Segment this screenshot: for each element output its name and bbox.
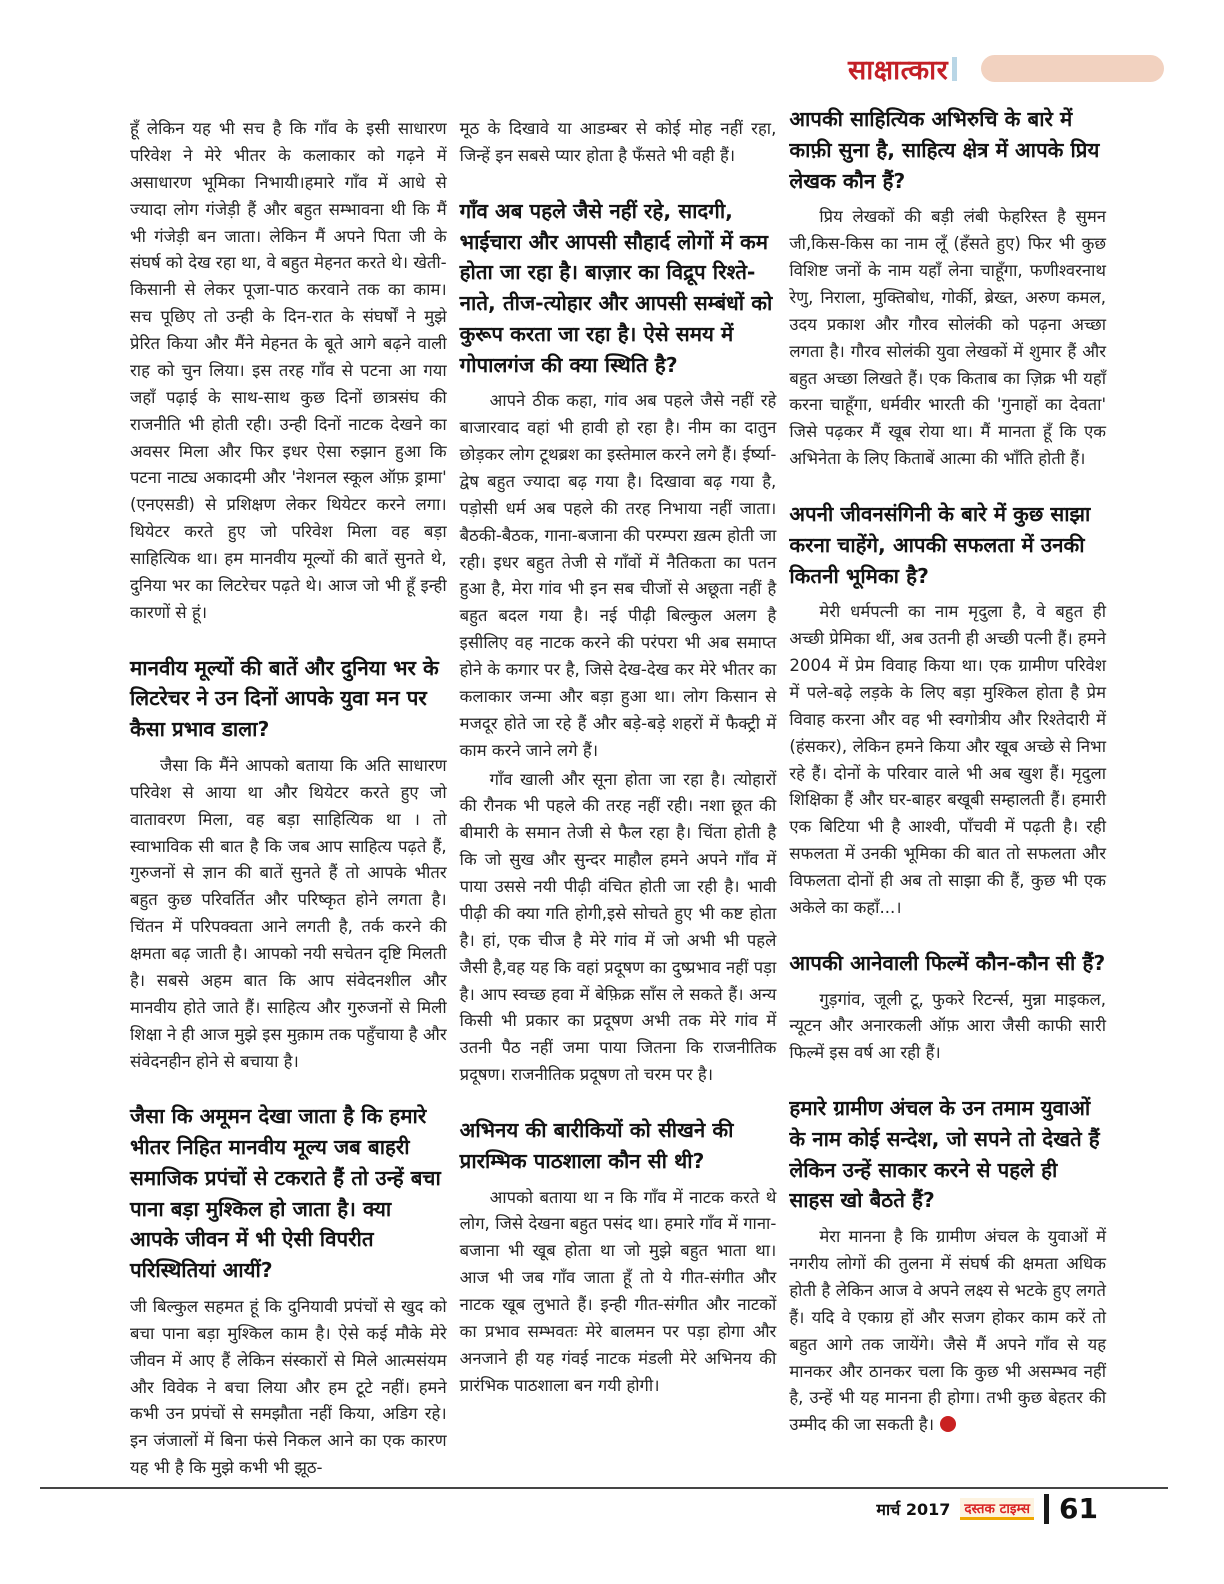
interview-question: मानवीय मूल्यों की बातें और दुनिया भर के लिटरेचर ने उन दिनों आपके युवा मन पर कैसा प्रभाव डाला? bbox=[130, 655, 439, 742]
interview-answer: मेरी धर्मपत्नी का नाम मृदुला है, वे बहुत ही अच्छी प्रेमिका थीं, अब उतनी ही अच्छी पत्नी हैं। हमने 2004 में प्रेम विवाह किया था। एक ग्रामीण परिवेश में पले-बढ़े लड़के के लिए बड़ा मुश्किल होता है प्रेम विवाह करना और वह भी स्वगोत्रीय और रिश्तेदारी में (हंसकर), लेकिन हमने किया और खूब अच्छे से निभा रहे हैं। दोनों के परिवार वाले भी अब खुश हैं। मृदुला शिक्षिका हैं और घर-बाहर बखूबी सम्हालती हैं। हमारी एक बिटिया भी है आश्वी, पाँचवी में पढ़ती है। रही सफलता में उनकी भूमिका की बात तो सफलता और विफलता दोनों ही अब तो साझा की हैं, कुछ भी एक अकेले का कहाँ...। bbox=[789, 602, 1107, 917]
interview-question: गाँव अब पहले जैसे नहीं रहे, सादगी, भाईचारा और आपसी सौहार्द लोगों में कम होता जा रहा है। बाज़ार का विद्रूप रिश्ते-नाते, तीज-त्योहार और आपसी सम्बंधों को कुरूप करता जा रहा है। ऐसे समय में गोपालगंज की क्या स्थिति है? bbox=[459, 198, 773, 377]
interview-answer: गुड़गांव, जूली टू, फुकरे रिटर्न्स, मुन्ना माइकल, न्यूटन और अनारकली ऑफ़ आरा जैसी काफी सारी फिल्में इस वर्ष आ रही हैं। bbox=[789, 989, 1107, 1063]
article-columns bbox=[130, 104, 1106, 1484]
interview-question: आपकी आनेवाली फिल्में कौन-कौन सी हैं? bbox=[789, 950, 1106, 975]
interview-answer: आपको बताया था न कि गाँव में नाटक करते थे लोग, जिसे देखना बहुत पसंद था। हमारे गाँव में गाना-बजाना भी खूब होता था जो मुझे बहुत भाता था। आज भी जब गाँव जाता हूँ तो ये गीत-संगीत और नाटक खूब लुभाते हैं। इन्ही गीत-संगीत और नाटकों का प्रभाव सम्भवतः मेरे बालमन पर पड़ा होगा और अनजाने ही यह गंवई नाटक मंडली मेरे अभिनय की प्रारंभिक पाठशाला बन गयी होगी। bbox=[459, 1187, 777, 1395]
article-end-mark bbox=[940, 1416, 956, 1432]
interview-answer: मेरा मानना है कि ग्रामीण अंचल के युवाओं में नगरीय लोगों की तुलना में संघर्ष की क्षमता अधिक होती है लेकिन आज वे अपने लक्ष्य से भटके हुए लगते हैं। यदि वे एकाग्र हों और सजग होकर काम करें तो बहुत आगे तक जायेंगे। जैसे मैं अपने गाँव से यह मानकर और ठानकर चला कि कुछ भी असम्भव नहीं है, उन्हें भी यह मानना ही होगा। तभी कुछ बेहतर की उम्मीद की जा सकती है। bbox=[789, 1227, 1107, 1435]
interview-question: जैसा कि अमूमन देखा जाता है कि हमारे भीतर निहित मानवीय मूल्य जब बाहरी समाजिक प्रपंचों से टकराते हैं तो उन्हें बचा पाना बड़ा मुश्किल हो जाता है। क्या आपके जीवन में भी ऐसी विपरीत परिस्थितियां आयीं? bbox=[130, 1104, 441, 1283]
page-header bbox=[848, 50, 1164, 87]
interview-question: हमारे ग्रामीण अंचल के उन तमाम युवाओं के नाम कोई सन्देश, जो सपने तो देखते हैं लेकिन उन्हें साकार करने से पहले ही साहस खो बैठते हैं? bbox=[789, 1096, 1100, 1213]
column-2 bbox=[460, 104, 777, 1484]
page-number: 61 bbox=[1059, 1492, 1098, 1525]
interview-question: अपनी जीवनसंगिनी के बारे में कुछ साझा करना चाहेंगे, आपकी सफलता में उनकी कितनी भूमिका है? bbox=[789, 502, 1091, 588]
header-tick-decoration bbox=[952, 57, 957, 81]
magazine-logo: दस्तक टाइम्स bbox=[960, 1498, 1034, 1520]
page-footer bbox=[876, 1494, 1098, 1524]
column-3 bbox=[789, 104, 1106, 1484]
footer-date: मार्च 2017 bbox=[876, 1500, 951, 1519]
section-label: साक्षात्कार bbox=[848, 55, 949, 86]
interview-answer: प्रिय लेखकों की बड़ी लंबी फेहरिस्त है सुमन जी,किस-किस का नाम लूँ (हँसते हुए) फिर भी कुछ विशिष्ट जनों के नाम यहाँ लेना चाहूँगा, फणीश्वरनाथ रेणु, निराला, मुक्तिबोध, गोर्की, ब्रेख्त, अरुण कमल, उदय प्रकाश और गौरव सोलंकी को पढ़ना अच्छा लगता है। गौरव सोलंकी युवा लेखकों में शुमार हैं और बहुत अच्छा लिखते हैं। एक किताब का ज़िक्र भी यहाँ करना चाहूँगा, धर्मवीर भारती की 'गुनाहों का देवता' जिसे पढ़कर मैं खूब रोया था। मैं मानता हूँ कि एक अभिनेता के लिए किताबें आत्मा की भाँति होती हैं। bbox=[789, 207, 1107, 469]
column-1 bbox=[130, 104, 447, 1484]
interview-answer: मूठ के दिखावे या आडम्बर से कोई मोह नहीं रहा, जिन्हें इन सबसे प्यार होता है फँसते भी वही हैं। bbox=[459, 119, 777, 165]
interview-answer: हूँ लेकिन यह भी सच है कि गाँव के इसी साधारण परिवेश ने मेरे भीतर के कलाकार को गढ़ने में असाधारण भूमिका निभायी।हमारे गाँव में आधे से ज्यादा लोग गंजेड़ी हैं और बहुत सम्भावना थी कि मैं भी गंजेड़ी बन जाता। लेकिन मैं अपने पिता जी के संघर्ष को देख रहा था, वे बहुत मेहनत करते थे। खेती-किसानी से लेकर पूजा-पाठ करवाने तक का काम। सच पूछिए तो उन्ही के दिन-रात के संघर्षों ने मुझे प्रेरित किया और मैंने मेहनत के बूते आगे बढ़ने वाली राह को चुन लिया। इस तरह गाँव से पटना आ गया जहाँ पढ़ाई के साथ-साथ कुछ दिनों छात्रसंघ की राजनीति भी होती रही। उन्ही दिनों नाटक देखने का अवसर मिला और फिर इधर ऐसा रुझान हुआ कि पटना नाट्य अकादमी और 'नेशनल स्कूल ऑफ़ ड्रामा' (एनएसडी) से प्रशिक्षण लेकर थियेटर करने लगा। थियेटर करते हुए जो परिवेश मिला वह बड़ा साहित्यिक था। हम मानवीय मूल्यों की बातें सुनते थे, दुनिया भर का लिटरेचर पढ़ते थे। आज जो भी हूँ इन्ही कारणों से हूं। bbox=[130, 119, 447, 622]
interview-question: आपकी साहित्यिक अभिरुचि के बारे में काफ़ी सुना है, साहित्य क्षेत्र में आपके प्रिय लेखक कौन हैं? bbox=[789, 107, 1100, 193]
header-pill-decoration bbox=[981, 55, 1164, 82]
interview-question: अभिनय की बारीकियों को सीखने की प्रारम्भिक पाठशाला कौन सी थी? bbox=[459, 1118, 734, 1173]
footer-rule bbox=[40, 1487, 1168, 1489]
interview-answer: जी बिल्कुल सहमत हूं कि दुनियावी प्रपंचों से खुद को बचा पाना बड़ा मुश्किल काम है। ऐसे कई मौके मेरे जीवन में आए हैं लेकिन संस्कारों से मिले आत्मसंयम और विवेक ने बचा लिया और हम टूटे नहीं। हमने कभी उन प्रपंचों से समझौता नहीं किया, अडिग रहे। इन जंजालों में बिना फंसे निकल आने का एक कारण यह भी है कि मुझे कभी भी झूठ- bbox=[130, 1296, 447, 1478]
footer-divider bbox=[1044, 1494, 1049, 1524]
interview-answer: गाँव खाली और सूना होता जा रहा है। त्योहारों की रौनक भी पहले की तरह नहीं रही। नशा छूत की बीमारी के समान तेजी से फैल रहा है। चिंता होती है कि जो सुख और सुन्दर माहौल हमने अपने गाँव में पाया उससे नयी पीढ़ी वंचित होती जा रही है। भावी पीढ़ी की क्या गति होगी,इसे सोचते हुए भी कष्ट होता है। हां, एक चीज है मेरे गांव में जो अभी भी पहले जैसी है,वह यह कि वहां प्रदूषण का दुष्प्रभाव नहीं पड़ा है। आप स्वच्छ हवा में बेफ़िक्र साँस ले सकते हैं। अन्य किसी भी प्रकार का प्रदूषण अभी तक मेरे गांव में उतनी पैठ नहीं जमा पाया जितना कि राजनीतिक प्रदूषण। राजनीतिक प्रदूषण तो चरम पर है। bbox=[459, 769, 777, 1085]
interview-answer: जैसा कि मैंने आपको बताया कि अति साधारण परिवेश से आया था और थियेटर करते हुए जो वातावरण मिला, वह बड़ा साहित्यिक था । तो स्वाभाविक सी बात है कि जब आप साहित्य पढ़ते हैं, गुरुजनों से ज्ञान की बातें सुनते हैं तो आपके भीतर बहुत कुछ परिवर्तित और परिष्कृत होने लगता है। चिंतन में परिपक्वता आने लगती है, तर्क करने की क्षमता बढ़ जाती है। आपको नयी सचेतन दृष्टि मिलती है। सबसे अहम बात कि आप संवेदनशील और मानवीय होते जाते हैं। साहित्य और गुरुजनों से मिली शिक्षा ने ही आज मुझे इस मुक़ाम तक पहुँचाया है और संवेदनहीन होने से बचाया है। bbox=[130, 755, 447, 1071]
interview-answer: आपने ठीक कहा, गांव अब पहले जैसे नहीं रहे बाजारवाद वहां भी हावी हो रहा है। नीम का दातुन छोड़कर लोग टूथब्रश का इस्तेमाल करने लगे हैं। ईर्ष्या-द्वेष बहुत ज्यादा बढ़ गया है। दिखावा बढ़ गया है, पड़ोसी धर्म अब पहले की तरह निभाया नहीं जाता। बैठकी-बैठक, गाना-बजाना की परम्परा ख़त्म होती जा रही। इधर बहुत तेजी से गाँवों में नैतिकता का पतन हुआ है, मेरा गांव भी इन सब चीजों से अछूता नहीं है बहुत बदल गया है। नई पीढ़ी बिल्कुल अलग है इसीलिए वह नाटक करने की परंपरा भी अब समाप्त होने के कगार पर है, जिसे देख-देख कर मेरे भीतर का कलाकार जन्मा और बड़ा हुआ था। लोग किसान से मजदूर होते जा रहे हैं और बड़े-बड़े शहरों में फैक्ट्री में काम करने जाने लगे हैं। bbox=[459, 391, 777, 760]
